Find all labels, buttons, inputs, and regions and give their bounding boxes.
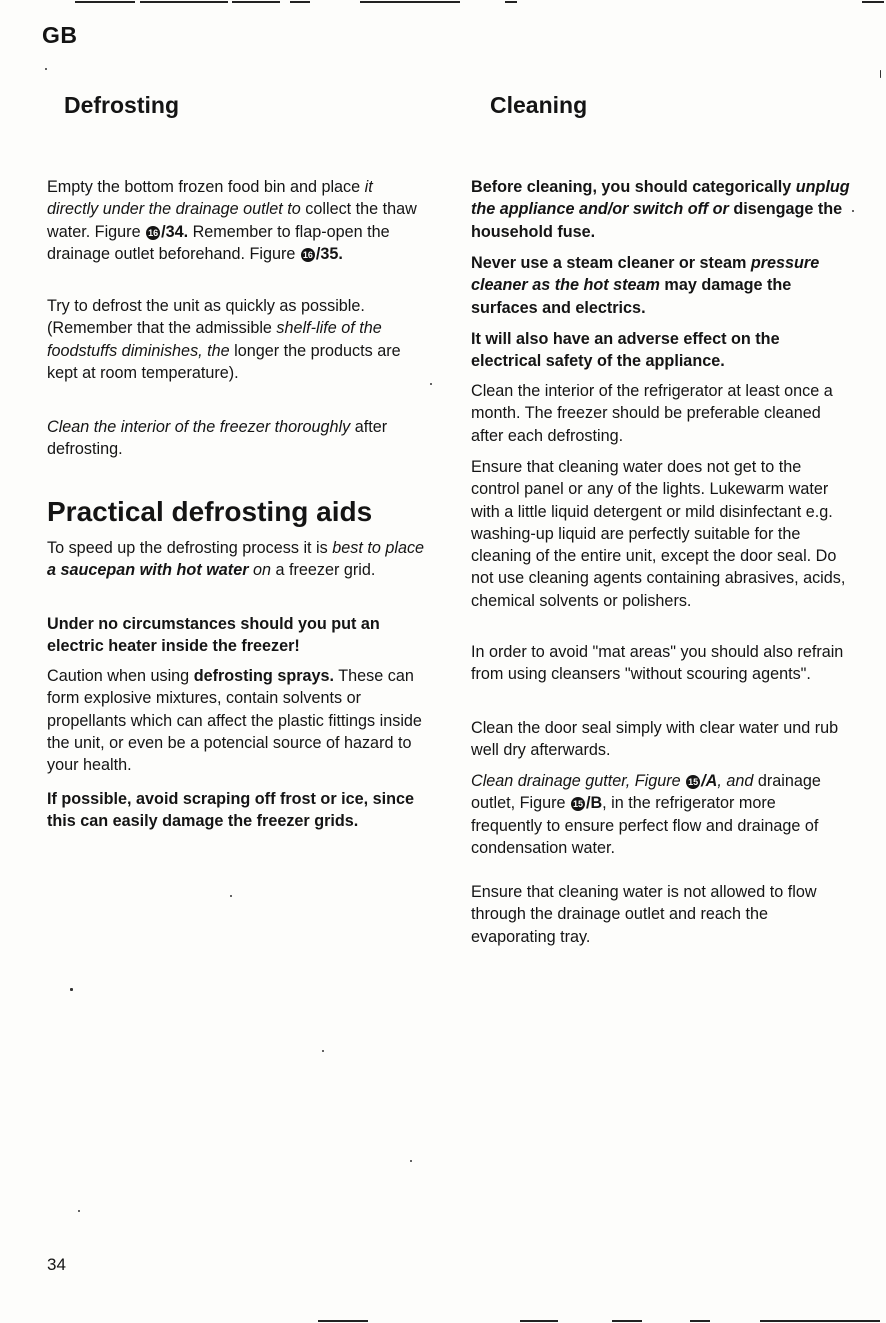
aids-paragraph-1: To speed up the defrosting process it is best to place a saucepan with hot water on a freezer grid. <box>47 539 425 580</box>
scraping-warning: If possible, avoid scraping off frost or ice, since this can easily damage the freezer grids. <box>47 790 415 831</box>
bottom-rule-1 <box>318 1320 368 1322</box>
defrosting-paragraph-1: Empty the bottom frozen food bin and place it directly under the drainage outlet to collect the thaw water. Figure 16 /34. Remember to flap-open the drainage outlet beforehand. Figure 16 /35. <box>47 178 417 263</box>
scan-speck <box>230 895 232 897</box>
cleaning-heading: Cleaning <box>490 92 588 118</box>
figure-15-badge: 15 <box>572 799 583 810</box>
bottom-rule-3 <box>612 1320 642 1322</box>
cleaning-paragraph-4: Clean the interior of the refrigerator at least once a month. The freezer should be preferable cleaned after each defrosting. <box>471 382 833 445</box>
figure-15-badge: 15 <box>688 777 699 787</box>
scan-speck <box>45 68 47 70</box>
top-rule-1 <box>75 1 135 3</box>
heater-warning: Under no circumstances should you put an electric heater inside the freezer! <box>47 615 380 656</box>
top-rule-6 <box>505 1 517 3</box>
language-code: GB <box>42 22 78 48</box>
cleaning-paragraph-7: Clean the door seal simply with clear water und rub well dry afterwards. <box>471 719 839 760</box>
cleaning-paragraph-9: Ensure that cleaning water is not allowed to flow through the drainage outlet and reach the evaporating tray. <box>471 883 817 946</box>
bottom-rule-5 <box>760 1320 880 1322</box>
top-rule-5 <box>360 1 460 3</box>
bottom-rule-4 <box>690 1320 710 1322</box>
defrosting-heading: Defrosting <box>64 92 179 118</box>
figure-16-badge: 16 <box>302 249 313 260</box>
scan-speck <box>410 1160 412 1162</box>
cleaning-paragraph-3: It will also have an adverse effect on the electrical safety of the appliance. <box>471 330 780 371</box>
top-rule-2 <box>140 1 228 3</box>
defrosting-paragraph-2: Try to defrost the unit as quickly as possible. (Remember that the admissible shelf-life of the foodstuffs diminishes, the longer the products are kept at room temperature). <box>47 297 401 382</box>
sprays-caution: Caution when using defrosting sprays. These can form explosive mixtures, contain solvents or propellants which can affect the plastic fittings inside the unit, or even be a potencial source of hazard to your health. <box>47 667 422 775</box>
scan-speck <box>880 70 881 78</box>
top-rule-4 <box>290 1 310 3</box>
cleaning-paragraph-6: In order to avoid "mat areas" you should also refrain from using cleansers "without scouring agents". <box>471 643 844 684</box>
scan-speck <box>322 1050 324 1052</box>
scan-speck <box>430 383 432 385</box>
cleaning-paragraph-5: Ensure that cleaning water does not get to the control panel or any of the lights. Lukewarm water with a little liquid detergent or mild disinfectant e.g. washing-up liquid are perfectly suitable for the cleaning of the entire unit, except the door seal. Do not use cleaning agents containing abrasives, acids, chemical solvents or polishers. <box>471 458 846 610</box>
cleaning-paragraph-1: Before cleaning, you should categorically unplug the appliance and/or switch off or disengage the household fuse. <box>471 178 850 241</box>
bottom-rule-2 <box>520 1320 558 1322</box>
defrosting-paragraph-3: Clean the interior of the freezer thoroughly after defrosting. <box>47 418 388 459</box>
scan-speck <box>852 210 854 212</box>
cleaning-paragraph-8: Clean drainage gutter, Figure 15 /A, and drainage outlet, Figure 15 /B, in the refrigerator more frequently to ensure perfect flow and drainage of condensation water. <box>471 772 821 857</box>
practical-aids-heading: Practical defrosting aids <box>47 496 373 527</box>
top-rule-7 <box>862 1 884 3</box>
figure-16-badge: 16 <box>148 227 159 238</box>
scan-speck <box>78 1210 80 1212</box>
scan-speck <box>70 988 73 991</box>
top-rule-3 <box>232 1 280 3</box>
cleaning-paragraph-2: Never use a steam cleaner or steam pressure cleaner as the hot steam may damage the surfaces and electrics. <box>471 254 820 317</box>
page-number: 34 <box>47 1255 66 1274</box>
